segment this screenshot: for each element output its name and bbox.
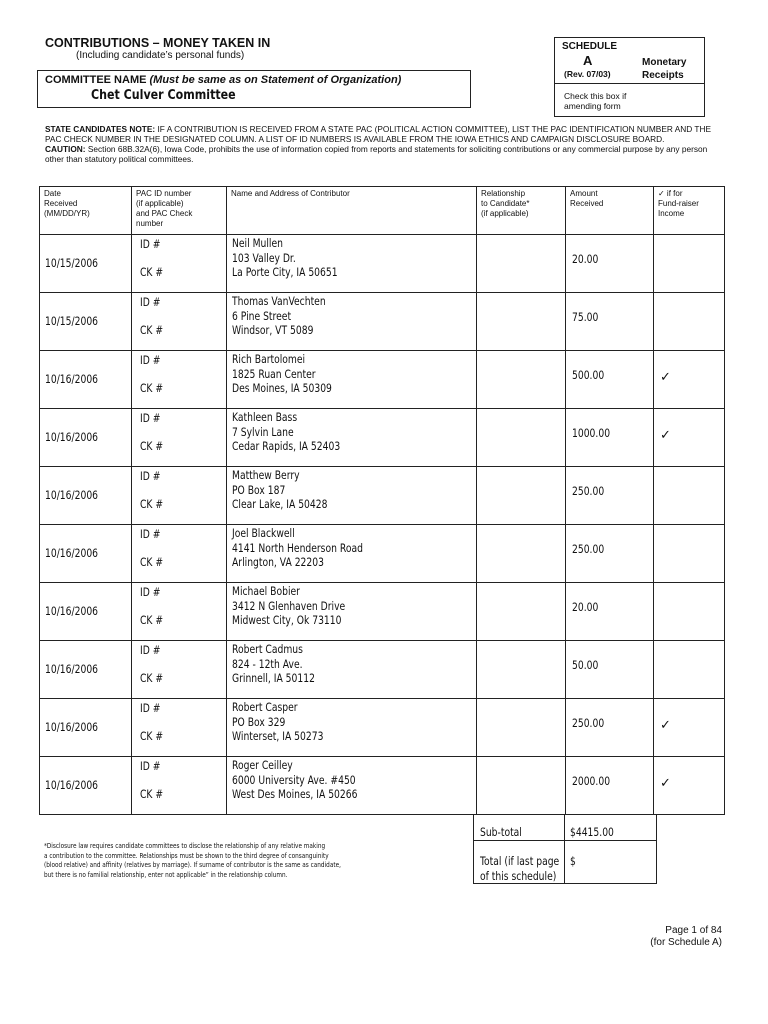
amount-received: 250.00 <box>572 542 605 556</box>
date-cell[interactable] <box>40 525 132 583</box>
amount-received: 1000.00 <box>572 426 611 440</box>
fundraiser-cell[interactable] <box>654 525 725 583</box>
pac-cell[interactable] <box>132 351 227 409</box>
table-row <box>40 235 725 293</box>
fundraiser-cell[interactable] <box>654 583 725 641</box>
disclosure-footnote: *Disclosure law requires candidate committees to disclose the relationship of any relative making a contribution to the committee. Relationships must be shown to the third degree of consanguinity (blood relative) and affinity (relatives by marriage). If surname of contributor is the same as candidate, but there is no familial relationship, enter not applicable” in the relationship column. <box>44 842 341 879</box>
contributor-name: Joel Blackwell <box>232 526 295 540</box>
subtotal-row <box>474 815 657 841</box>
amount-received: 50.00 <box>572 658 599 672</box>
table-row <box>40 293 725 351</box>
contributor-cell[interactable] <box>227 293 477 351</box>
fundraiser-check-icon: ✓ <box>660 427 671 442</box>
totals-table <box>473 814 657 884</box>
contributor-cell[interactable] <box>227 409 477 467</box>
pac-check-label: CK # <box>140 381 164 395</box>
date-cell[interactable] <box>40 351 132 409</box>
pac-id-label: ID # <box>140 469 161 483</box>
date-received: 10/16/2006 <box>45 372 99 386</box>
pac-check-label: CK # <box>140 265 164 279</box>
amount-cell[interactable] <box>566 467 654 525</box>
fundraiser-cell[interactable] <box>654 235 725 293</box>
address-line2: La Porte City, IA 50651 <box>232 265 338 279</box>
pac-check-label: CK # <box>140 613 164 627</box>
notes-block <box>45 124 725 164</box>
date-received: 10/16/2006 <box>45 604 99 618</box>
committee-label-text: COMMITTEE NAME <box>45 74 147 86</box>
fundraiser-cell[interactable] <box>654 293 725 351</box>
total-row <box>474 841 657 884</box>
address-line1: 6 Pine Street <box>232 308 292 323</box>
col-amount: Amount Received <box>566 187 654 235</box>
date-cell[interactable] <box>40 467 132 525</box>
contributor-address <box>232 294 326 338</box>
col-relationship: Relationship to Candidate* (if applicable) <box>477 187 566 235</box>
amend-line1: Check this box if <box>564 91 627 101</box>
page-number <box>620 925 722 949</box>
contributor-name: Robert Cadmus <box>232 642 303 656</box>
page-number-text: Page 1 of 84 <box>665 925 722 936</box>
pac-cell[interactable] <box>132 583 227 641</box>
amount-cell[interactable] <box>566 235 654 293</box>
fundraiser-cell[interactable] <box>654 641 725 699</box>
committee-name[interactable]: Chet Culver Committee <box>91 87 236 103</box>
fundraiser-check-icon: ✓ <box>660 369 671 384</box>
contributor-name: Neil Mullen <box>232 236 283 250</box>
state-note-text: IF A CONTRIBUTION IS RECEIVED FROM A STATE PAC (POLITICAL ACTION COMMITTEE), LIST THE PAC IDENTIFICATION NUMBER AND THE PAC CHECK NUMBER IN THE DESIGNATED COLUMN. A LIST OF ID NUMBERS IS AVAILABLE FROM THE IOWA ETHICS AND CAMPAIGN DISCLOSURE BOARD. <box>45 124 711 144</box>
fundraiser-cell[interactable] <box>654 409 725 467</box>
contributor-cell[interactable] <box>227 467 477 525</box>
relationship-cell[interactable] <box>477 525 566 583</box>
date-cell[interactable] <box>40 235 132 293</box>
date-cell[interactable] <box>40 583 132 641</box>
relationship-cell[interactable] <box>477 467 566 525</box>
table-row <box>40 351 725 409</box>
col-fundraiser: ✓ if for Fund-raiser Income <box>654 187 725 235</box>
contributor-address <box>232 352 332 396</box>
pac-check-label: CK # <box>140 787 164 801</box>
pac-cell[interactable] <box>132 409 227 467</box>
relationship-cell[interactable] <box>477 293 566 351</box>
date-received: 10/15/2006 <box>45 314 99 328</box>
pac-id-label: ID # <box>140 353 161 367</box>
relationship-cell[interactable] <box>477 351 566 409</box>
date-cell[interactable] <box>40 641 132 699</box>
col-name-address: Name and Address of Contributor <box>227 187 477 235</box>
address-line1: 1825 Ruan Center <box>232 366 316 381</box>
table-row <box>40 467 725 525</box>
contributor-name: Robert Casper <box>232 700 298 714</box>
contributor-address <box>232 584 345 628</box>
pac-check-label: CK # <box>140 671 164 685</box>
date-received: 10/16/2006 <box>45 430 99 444</box>
relationship-cell[interactable] <box>477 757 566 815</box>
schedule-letter: A <box>583 53 593 68</box>
fundraiser-cell[interactable] <box>654 699 725 757</box>
date-received: 10/16/2006 <box>45 488 99 502</box>
date-received: 10/15/2006 <box>45 256 99 270</box>
pac-cell[interactable] <box>132 235 227 293</box>
schedule-revision: (Rev. 07/03) <box>564 69 611 79</box>
total-label: Total (if last page of this schedule) <box>480 854 560 883</box>
contributor-address <box>232 236 338 280</box>
amount-cell[interactable] <box>566 351 654 409</box>
subtotal-value: $4415.00 <box>570 825 614 839</box>
amount-received: 2000.00 <box>572 774 611 788</box>
address-line1: PO Box 187 <box>232 482 286 497</box>
date-cell[interactable] <box>40 757 132 815</box>
contributions-table <box>39 186 725 815</box>
amend-line2: amending form <box>564 101 621 111</box>
contributor-address <box>232 410 340 454</box>
pac-id-label: ID # <box>140 585 161 599</box>
pac-cell[interactable] <box>132 699 227 757</box>
amend-checkbox-label[interactable] <box>564 91 659 111</box>
address-line2: Winterset, IA 50273 <box>232 729 324 743</box>
contributor-address <box>232 468 327 512</box>
pac-id-label: ID # <box>140 237 161 251</box>
page-schedule-text: (for Schedule A) <box>650 937 722 948</box>
pac-check-label: CK # <box>140 497 164 511</box>
schedule-divider <box>554 83 705 84</box>
date-received: 10/16/2006 <box>45 778 99 792</box>
contributor-name: Kathleen Bass <box>232 410 298 424</box>
fundraiser-cell[interactable] <box>654 757 725 815</box>
amount-cell[interactable] <box>566 583 654 641</box>
fundraiser-check-icon: ✓ <box>660 775 671 790</box>
table-header-row <box>40 187 725 235</box>
amount-cell[interactable] <box>566 641 654 699</box>
date-cell[interactable] <box>40 699 132 757</box>
relationship-cell[interactable] <box>477 641 566 699</box>
amount-cell[interactable] <box>566 409 654 467</box>
table-row <box>40 757 725 815</box>
committee-label-note: (Must be same as on Statement of Organization) <box>149 74 402 86</box>
amount-received: 20.00 <box>572 600 599 614</box>
caution-label: CAUTION: <box>45 144 86 154</box>
col-date: Date Received (MM/DD/YR) <box>40 187 132 235</box>
contributor-cell[interactable] <box>227 525 477 583</box>
contributor-name: Matthew Berry <box>232 468 300 482</box>
contributor-name: Michael Bobier <box>232 584 300 598</box>
amount-cell[interactable] <box>566 293 654 351</box>
table-row <box>40 699 725 757</box>
pac-check-label: CK # <box>140 555 164 569</box>
date-cell[interactable] <box>40 409 132 467</box>
subtotal-label: Sub-total <box>480 825 522 839</box>
pac-id-label: ID # <box>140 295 161 309</box>
contributor-name: Rich Bartolomei <box>232 352 306 366</box>
relationship-cell[interactable] <box>477 235 566 293</box>
address-line2: Des Moines, IA 50309 <box>232 381 332 395</box>
address-line1: 6000 University Ave. #450 <box>232 772 356 787</box>
schedule-type <box>642 56 686 82</box>
pac-id-label: ID # <box>140 411 161 425</box>
address-line2: Grinnell, IA 50112 <box>232 671 315 685</box>
table-row <box>40 583 725 641</box>
contributor-cell[interactable] <box>227 235 477 293</box>
address-line2: Arlington, VA 22203 <box>232 555 324 569</box>
contributor-cell[interactable] <box>227 699 477 757</box>
date-received: 10/16/2006 <box>45 662 99 676</box>
contributor-address <box>232 642 315 686</box>
date-cell[interactable] <box>40 293 132 351</box>
amount-received: 500.00 <box>572 368 605 382</box>
contributor-address <box>232 526 363 570</box>
pac-cell[interactable] <box>132 641 227 699</box>
address-line2: Clear Lake, IA 50428 <box>232 497 328 511</box>
schedule-label: SCHEDULE <box>562 41 618 52</box>
committee-label <box>45 74 401 86</box>
pac-check-label: CK # <box>140 439 164 453</box>
address-line1: 3412 N Glenhaven Drive <box>232 598 346 613</box>
address-line2: Cedar Rapids, IA 52403 <box>232 439 341 453</box>
caution-text: Section 68B.32A(6), Iowa Code, prohibits the use of information copied from reports and statements for soliciting contributions or any commercial purpose by any person other than statutory political committees. <box>45 144 708 164</box>
table-row <box>40 641 725 699</box>
relationship-cell[interactable] <box>477 583 566 641</box>
address-line1: 4141 North Henderson Road <box>232 540 363 555</box>
address-line2: Windsor, VT 5089 <box>232 323 314 337</box>
state-note-label: STATE CANDIDATES NOTE: <box>45 124 156 134</box>
address-line1: 824 - 12th Ave. <box>232 656 303 671</box>
address-line2: West Des Moines, IA 50266 <box>232 787 358 801</box>
table-row <box>40 409 725 467</box>
contributor-cell[interactable] <box>227 641 477 699</box>
address-line1: 7 Sylvin Lane <box>232 424 294 439</box>
relationship-cell[interactable] <box>477 409 566 467</box>
address-line1: 103 Valley Dr. <box>232 250 296 265</box>
amount-cell[interactable] <box>566 699 654 757</box>
col-pac: PAC ID number (if applicable) and PAC Check number <box>132 187 227 235</box>
relationship-cell[interactable] <box>477 699 566 757</box>
amount-received: 250.00 <box>572 484 605 498</box>
contributor-address <box>232 700 323 744</box>
contributor-cell[interactable] <box>227 351 477 409</box>
amount-received: 75.00 <box>572 310 599 324</box>
address-line1: PO Box 329 <box>232 714 286 729</box>
pac-cell[interactable] <box>132 525 227 583</box>
pac-id-label: ID # <box>140 759 161 773</box>
amount-cell[interactable] <box>566 757 654 815</box>
form-subtitle: (Including candidate’s personal funds) <box>76 50 245 61</box>
form-title: CONTRIBUTIONS – MONEY TAKEN IN <box>45 36 271 50</box>
date-received: 10/16/2006 <box>45 720 99 734</box>
pac-cell[interactable] <box>132 757 227 815</box>
amount-received: 250.00 <box>572 716 605 730</box>
table-row <box>40 525 725 583</box>
contributor-name: Roger Ceilley <box>232 758 293 772</box>
fundraiser-cell[interactable] <box>654 351 725 409</box>
contributor-address <box>232 758 357 802</box>
address-line2: Midwest City, Ok 73110 <box>232 613 342 627</box>
contributor-cell[interactable] <box>227 757 477 815</box>
pac-check-label: CK # <box>140 323 164 337</box>
contributor-cell[interactable] <box>227 583 477 641</box>
schedule-type-line2: Receipts <box>642 70 684 81</box>
amount-received: 20.00 <box>572 252 599 266</box>
fundraiser-cell[interactable] <box>654 467 725 525</box>
date-received: 10/16/2006 <box>45 546 99 560</box>
fundraiser-check-icon: ✓ <box>660 717 671 732</box>
pac-id-label: ID # <box>140 643 161 657</box>
total-value[interactable]: $ <box>570 854 576 868</box>
pac-cell[interactable] <box>132 467 227 525</box>
pac-id-label: ID # <box>140 701 161 715</box>
schedule-type-line1: Monetary <box>642 57 687 68</box>
pac-check-label: CK # <box>140 729 164 743</box>
pac-id-label: ID # <box>140 527 161 541</box>
pac-cell[interactable] <box>132 293 227 351</box>
contributor-name: Thomas VanVechten <box>232 294 326 308</box>
amount-cell[interactable] <box>566 525 654 583</box>
